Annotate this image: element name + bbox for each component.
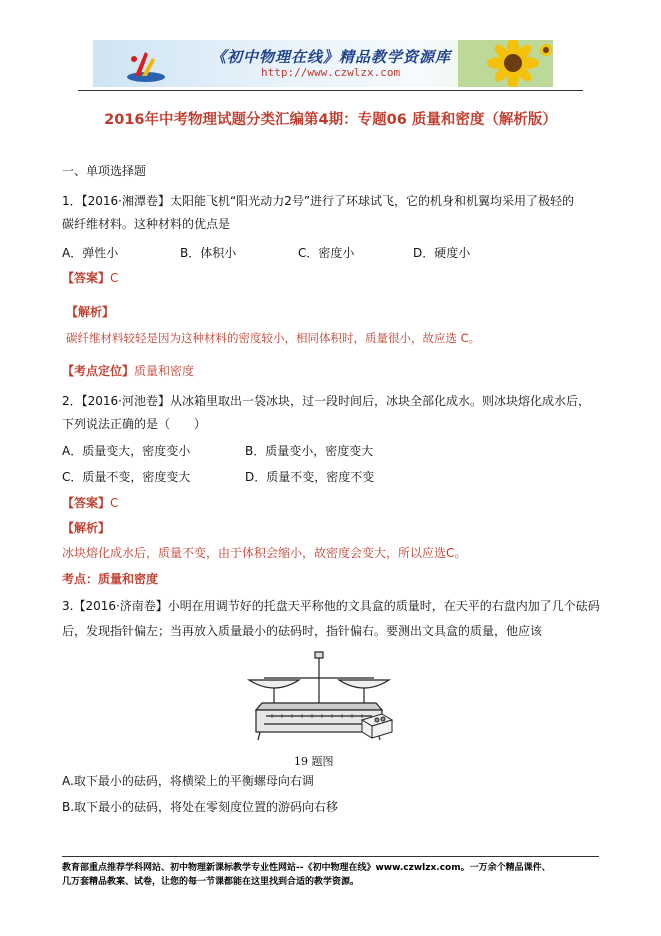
q2-answer bbox=[62, 495, 118, 511]
q2-stem-line1: 2．【2016·河池卷】从冰箱里取出一袋冰块，过一段时间后，冰块全部化成水。则冰块熔化成水后， bbox=[62, 394, 590, 408]
answer-value: C bbox=[110, 271, 119, 285]
answer-label: 【答案】 bbox=[62, 496, 111, 510]
answer-label: 【答案】 bbox=[62, 271, 111, 285]
banner-url[interactable]: http://www.czwlzx.com bbox=[261, 66, 401, 79]
document-title: 2016年中考物理试题分类汇编第4期：专题06 质量和密度（解析版） bbox=[104, 112, 557, 128]
banner-title: 《初中物理在线》精品教学资源库 bbox=[211, 48, 452, 66]
q2-option-b: B．质量变小，密度变大 bbox=[245, 444, 374, 458]
q2-option-c: C．质量不变，密度变大 bbox=[62, 470, 191, 484]
q3-stem-line1: 3.【2016·济南卷】小明在用调节好的托盘天平称他的文具盒的质量时，在天平的右盘内加了几个砝码 bbox=[62, 599, 600, 613]
sunflower-icon bbox=[458, 40, 553, 87]
header-divider bbox=[78, 90, 583, 91]
point-value: 质量和密度 bbox=[134, 364, 195, 378]
answer-value: C bbox=[110, 496, 119, 510]
q3-option-a: A.取下最小的砝码，将横梁上的平衡螺母向右调 bbox=[62, 774, 314, 788]
q1-point bbox=[62, 363, 194, 379]
q2-analysis-label: 【解析】 bbox=[62, 521, 111, 535]
q1-analysis-text: 碳纤维材料较轻是因为这种材料的密度较小，相同体积时，质量很小，故应选 C。 bbox=[66, 331, 481, 345]
balance-scale-figure bbox=[244, 648, 394, 748]
q1-option-d: D．硬度小 bbox=[413, 246, 471, 260]
point-label: 【考点定位】 bbox=[62, 364, 135, 378]
q1-answer bbox=[62, 270, 118, 286]
q1-stem-line2: 碳纤维材料。这种材料的优点是 bbox=[62, 217, 231, 231]
q1-option-a: A．弹性小 bbox=[62, 246, 119, 260]
section-heading: 一、单项选择题 bbox=[62, 164, 147, 178]
q1-option-b: B．体积小 bbox=[180, 246, 237, 260]
q3-option-b: B.取下最小的砝码，将处在零刻度位置的游码向右移 bbox=[62, 800, 339, 814]
footer-divider bbox=[62, 856, 599, 857]
q3-stem-line2: 后，发现指针偏左；当再放入质量最小的砝码时，指针偏右。要测出文具盒的质量，他应该 bbox=[62, 624, 543, 638]
q2-option-d: D．质量不变，密度不变 bbox=[245, 470, 375, 484]
header-banner bbox=[93, 40, 553, 87]
q1-option-c: C．密度小 bbox=[298, 246, 355, 260]
q2-option-a: A．质量变大，密度变小 bbox=[62, 444, 191, 458]
q2-stem-line2: 下列说法正确的是（ ） bbox=[62, 417, 207, 431]
q2-analysis-text: 冰块熔化成水后，质量不变，由于体积会缩小，故密度会变大，所以应选C。 bbox=[62, 546, 467, 560]
site-logo-icon bbox=[125, 46, 167, 84]
q1-analysis-label: 【解析】 bbox=[66, 305, 115, 319]
footer-line2: 几万套精品教案、试卷，让您的每一节课都能在这里找到合适的教学资源。 bbox=[62, 877, 360, 887]
q1-stem-line1: 1．【2016·湘潭卷】太阳能飞机“阳光动力2号”进行了环球试飞，它的机身和机翼均采用了极轻的 bbox=[62, 194, 575, 208]
footer-line1: 教育部重点推荐学科网站、初中物理新课标教学专业性网站--《初中物理在线》www.czwlzx.com。一万余个精品课件、 bbox=[62, 863, 551, 873]
q2-point: 考点：质量和密度 bbox=[62, 572, 159, 586]
figure-caption: 19 题图 bbox=[294, 755, 334, 768]
